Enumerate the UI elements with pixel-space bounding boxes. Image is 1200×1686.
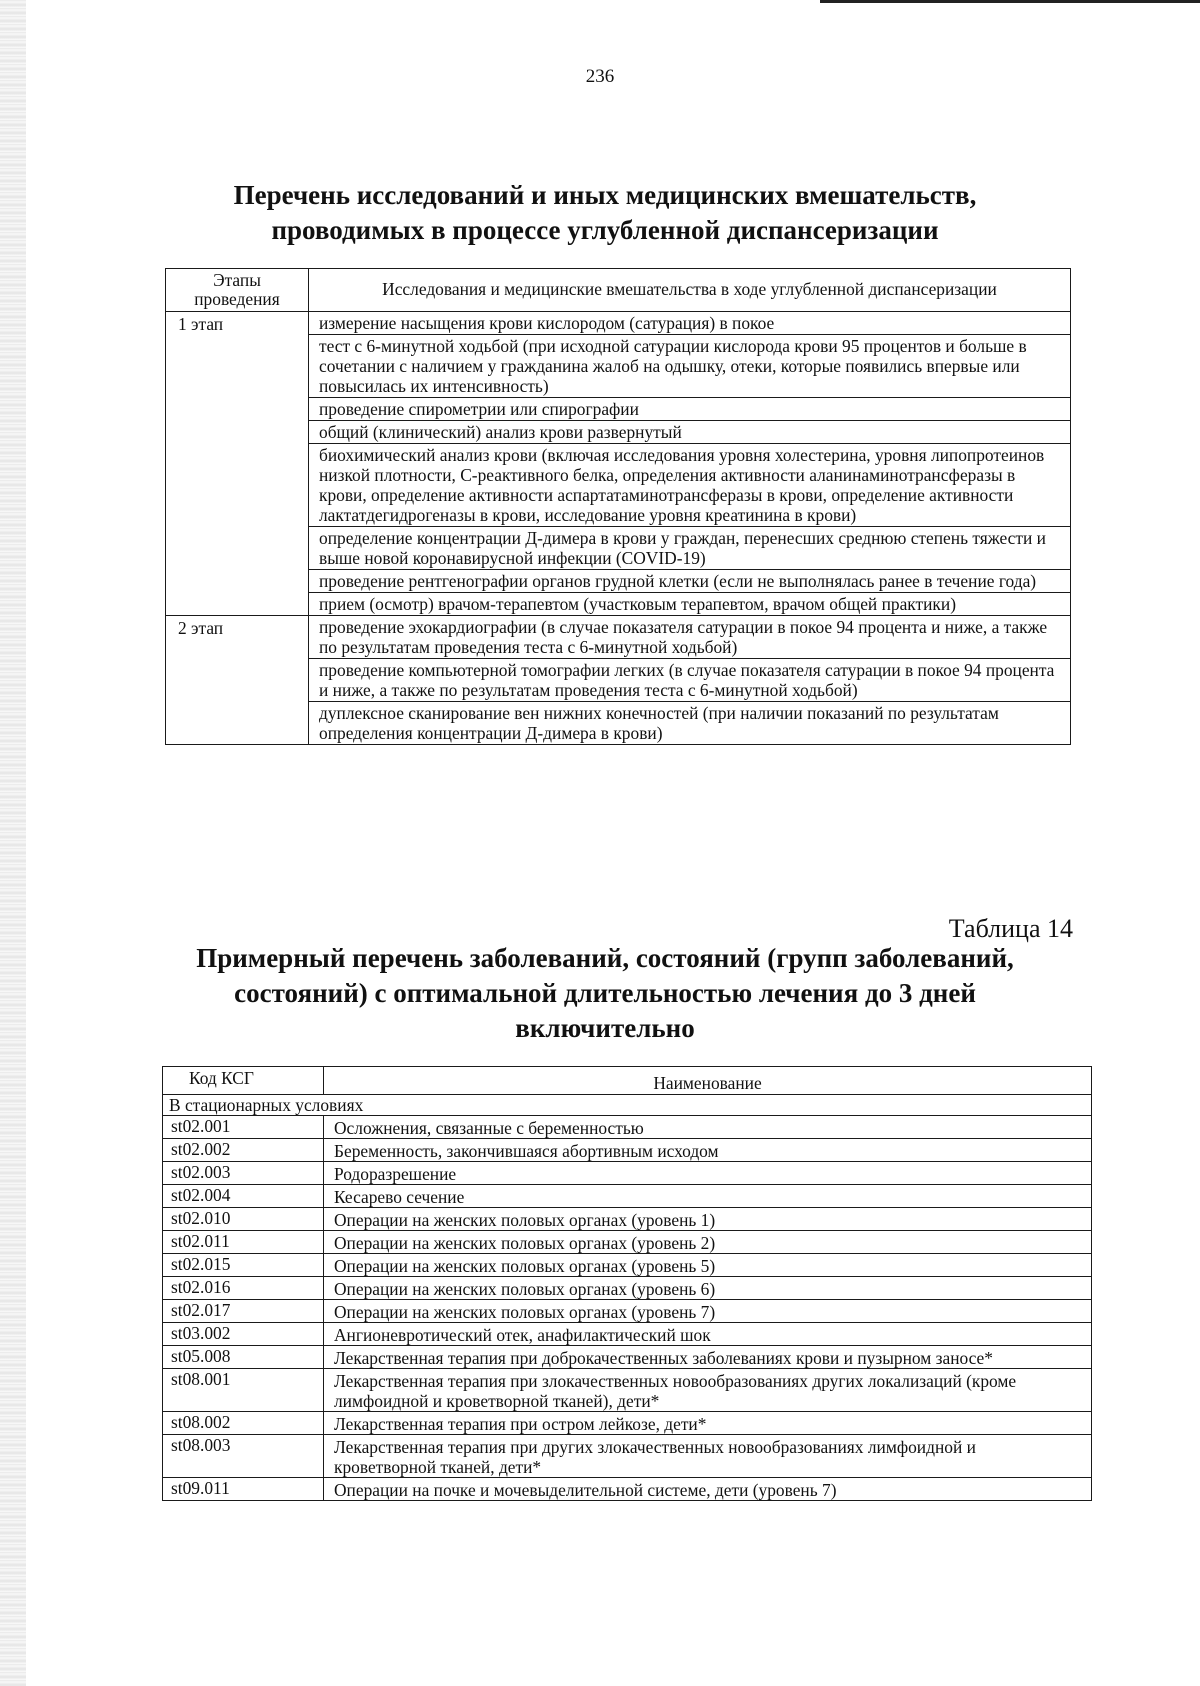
ksg-code: st02.004 xyxy=(163,1185,324,1208)
ksg-code: st08.002 xyxy=(163,1412,324,1435)
section2-title-line: включительно xyxy=(515,1013,695,1043)
section-row xyxy=(163,1095,1092,1116)
procedure-item: определение концентрации Д-димера в крови у граждан, перенесших среднюю степень тяжести и выше новой коронавирусной инфекции (COVID-19) xyxy=(309,527,1071,570)
stage-label: 2 этап xyxy=(166,616,309,745)
table-row xyxy=(163,1478,1092,1501)
ksg-name: Ангионевротический отек, анафилактический шок xyxy=(324,1323,1092,1346)
table-header-row xyxy=(166,269,1071,312)
ksg-code: st02.003 xyxy=(163,1162,324,1185)
section1-title xyxy=(110,178,1100,248)
ksg-name: Лекарственная терапия при злокачественных новообразованиях других локализаций (кроме лимфоидной и кроветворной тканей), дети* xyxy=(324,1369,1092,1412)
table-row xyxy=(163,1139,1092,1162)
table-body xyxy=(163,1095,1092,1501)
ksg-code: st03.002 xyxy=(163,1323,324,1346)
section2-title xyxy=(110,941,1100,1046)
table-body xyxy=(166,312,1071,745)
table-row xyxy=(163,1323,1092,1346)
ksg-code: st09.011 xyxy=(163,1478,324,1501)
ksg-name: Операции на женских половых органах (уровень 7) xyxy=(324,1300,1092,1323)
ksg-name: Операции на женских половых органах (уровень 6) xyxy=(324,1277,1092,1300)
scan-top-edge xyxy=(820,0,1200,3)
ksg-name: Операции на женских половых органах (уровень 5) xyxy=(324,1254,1092,1277)
table-row xyxy=(163,1162,1092,1185)
procedure-item: прием (осмотр) врачом-терапевтом (участковым терапевтом, врачом общей практики) xyxy=(309,593,1071,616)
table-row xyxy=(163,1116,1092,1139)
procedure-item: проведение спирометрии или спирографии xyxy=(309,398,1071,421)
procedure-item: измерение насыщения крови кислородом (сатурация) в покое xyxy=(309,312,1071,335)
ksg-code: st05.008 xyxy=(163,1346,324,1369)
ksg-name: Лекарственная терапия при других злокачественных новообразованиях лимфоидной и кроветворной тканей, дети* xyxy=(324,1435,1092,1478)
procedure-item: общий (клинический) анализ крови развернутый xyxy=(309,421,1071,444)
scan-edge xyxy=(0,0,26,1686)
table-row xyxy=(163,1185,1092,1208)
section1-title-line: Перечень исследований и иных медицинских вмешательств, xyxy=(233,180,977,210)
table-row xyxy=(163,1346,1092,1369)
column-header-code: Код КСГ xyxy=(163,1067,324,1095)
column-header-procedures: Исследования и медицинские вмешательства в ходе углубленной диспансеризации xyxy=(309,269,1071,312)
ksg-name: Родоразрешение xyxy=(324,1162,1092,1185)
ksg-name: Осложнения, связанные с беременностью xyxy=(324,1116,1092,1139)
table-row xyxy=(163,1412,1092,1435)
ksg-name: Беременность, закончившаяся абортивным исходом xyxy=(324,1139,1092,1162)
table-row xyxy=(163,1277,1092,1300)
procedure-item: дуплексное сканирование вен нижних конечностей (при наличии показаний по результатам определения концентрации Д-димера в крови) xyxy=(309,702,1071,745)
section1-title-line: проводимых в процессе углубленной диспансеризации xyxy=(271,215,939,245)
ksg-code: st02.011 xyxy=(163,1231,324,1254)
procedure-item: проведение рентгенографии органов грудной клетки (если не выполнялась ранее в течение года) xyxy=(309,570,1071,593)
procedure-item: проведение эхокардиографии (в случае показателя сатурации в покое 94 процента и ниже, а также по результатам проведения теста с 6-минутной ходьбой) xyxy=(309,616,1071,659)
ksg-code: st02.017 xyxy=(163,1300,324,1323)
procedure-item: биохимический анализ крови (включая исследования уровня холестерина, уровня липопротеинов низкой плотности, С-реактивного белка, определения активности аланинаминотрансферазы в крови, определение активности аспартатаминотрансферазы в крови, определение активности лактатдегидрогеназы в крови, исследование уровня креатинина в крови) xyxy=(309,444,1071,527)
ksg-name: Операции на почке и мочевыделительной системе, дети (уровень 7) xyxy=(324,1478,1092,1501)
ksg-code: st02.010 xyxy=(163,1208,324,1231)
ksg-code: st02.001 xyxy=(163,1116,324,1139)
table-row xyxy=(163,1208,1092,1231)
column-header-name: Наименование xyxy=(324,1067,1092,1095)
ksg-table xyxy=(162,1066,1092,1501)
ksg-code: st08.001 xyxy=(163,1369,324,1412)
ksg-name: Операции на женских половых органах (уровень 1) xyxy=(324,1208,1092,1231)
section2-title-line: Примерный перечень заболеваний, состояний (групп заболеваний, xyxy=(196,943,1014,973)
table-row xyxy=(163,1300,1092,1323)
deep-checkup-table xyxy=(165,268,1071,745)
ksg-code: st02.002 xyxy=(163,1139,324,1162)
table-row xyxy=(166,616,1071,659)
stage-label: 1 этап xyxy=(166,312,309,616)
table-header-row xyxy=(163,1067,1092,1095)
table-row xyxy=(163,1231,1092,1254)
page-number: 236 xyxy=(585,66,615,87)
table-label: Таблица 14 xyxy=(948,914,1073,943)
procedure-item: проведение компьютерной томографии легких (в случае показателя сатурации в покое 94 процента и ниже, а также по результатам проведения теста с 6-минутной ходьбой) xyxy=(309,659,1071,702)
ksg-name: Операции на женских половых органах (уровень 2) xyxy=(324,1231,1092,1254)
procedure-item: тест с 6-минутной ходьбой (при исходной сатурации кислорода крови 95 процентов и больше в сочетании с наличием у гражданина жалоб на одышку, отеки, которые появились впервые или повысилась их интенсивность) xyxy=(309,335,1071,398)
ksg-code: st08.003 xyxy=(163,1435,324,1478)
table-row xyxy=(163,1254,1092,1277)
ksg-code: st02.015 xyxy=(163,1254,324,1277)
ksg-name: Кесарево сечение xyxy=(324,1185,1092,1208)
ksg-name: Лекарственная терапия при доброкачественных заболеваниях крови и пузырном заносе* xyxy=(324,1346,1092,1369)
table-row xyxy=(166,312,1071,335)
table-row xyxy=(163,1435,1092,1478)
section2-title-line: состояний) с оптимальной длительностью лечения до 3 дней xyxy=(234,978,976,1008)
ksg-code: st02.016 xyxy=(163,1277,324,1300)
table-row xyxy=(163,1369,1092,1412)
ksg-name: Лекарственная терапия при остром лейкозе, дети* xyxy=(324,1412,1092,1435)
section-row-label: В стационарных условиях xyxy=(163,1095,1092,1116)
column-header-stage: Этапы проведения xyxy=(166,269,309,312)
